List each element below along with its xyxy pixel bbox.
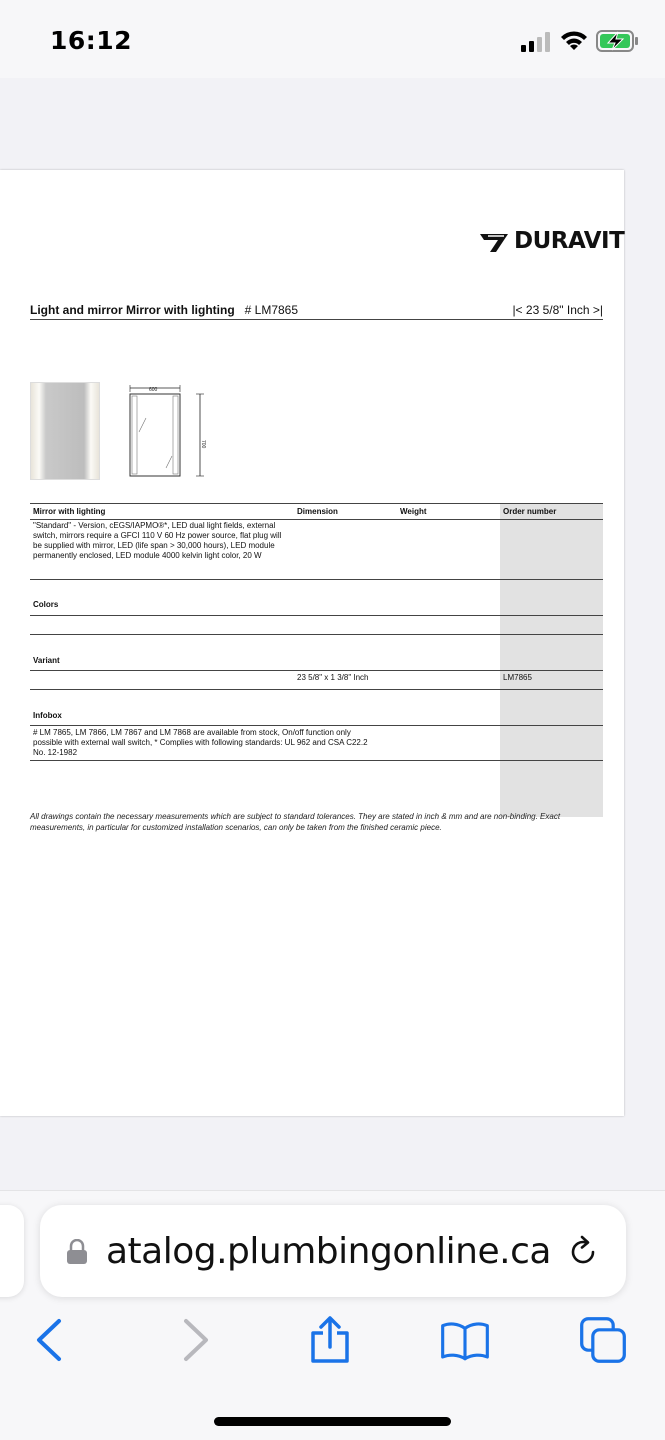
size-navigation[interactable]: |< 23 5/8" Inch >| <box>512 303 603 317</box>
header-order-number: Order number <box>500 504 603 520</box>
address-bar[interactable] <box>40 1205 626 1297</box>
variant-order-number[interactable]: LM7865 <box>500 671 603 690</box>
drawing-height-label: 700 <box>200 440 206 449</box>
battery-charging-icon <box>596 30 640 52</box>
product-title <box>30 303 298 317</box>
pdf-page[interactable] <box>0 170 624 1116</box>
share-icon[interactable] <box>305 1315 355 1365</box>
colors-label: Colors <box>30 580 294 616</box>
bookmarks-icon[interactable] <box>440 1315 490 1365</box>
reload-icon[interactable] <box>564 1233 602 1271</box>
table-row <box>30 726 603 761</box>
previous-tab-card[interactable] <box>0 1205 24 1297</box>
wifi-icon <box>560 28 588 52</box>
url-text[interactable]: atalog.plumbingonline.ca <box>106 1231 551 1272</box>
header-weight: Weight <box>397 504 500 520</box>
product-item-number: # LM7865 <box>244 303 299 317</box>
product-title-text: Light and mirror Mirror with lighting <box>30 303 235 317</box>
table-row <box>30 520 603 580</box>
header-mirror-with-lighting: Mirror with lighting <box>30 504 294 520</box>
spec-table <box>30 503 603 817</box>
product-photo <box>30 382 100 480</box>
infobox-label: Infobox <box>30 690 294 726</box>
variant-dimension: 23 5/8" x 1 3/8" Inch <box>294 671 397 690</box>
status-bar <box>0 0 665 78</box>
brand-name: DURAVIT <box>514 228 625 254</box>
technical-drawing <box>122 382 212 482</box>
table-header-row <box>30 504 603 520</box>
table-row <box>30 580 603 616</box>
forward-icon[interactable] <box>170 1315 220 1365</box>
drawing-width-label: 600 <box>149 387 158 393</box>
tabs-icon[interactable] <box>578 1315 628 1365</box>
cellular-signal-icon <box>521 32 553 52</box>
lock-icon <box>66 1239 88 1265</box>
footnote: All drawings contain the necessary measurements which are subject to standard tolerances. They are stated in inch & mm and are non-binding. Exact measurements, in particular for customized installation scenarios, can only be taken from the finished ceramic piece. <box>30 812 561 832</box>
back-icon[interactable] <box>25 1315 75 1365</box>
table-row <box>30 635 603 671</box>
table-row <box>30 671 603 690</box>
title-divider <box>30 319 603 320</box>
infobox-text: # LM 7865, LM 7866, LM 7867 and LM 7868 are available from stock, On/off function only possible with external wall switch, * Complies with following standards: UL 962 and CSA C22.2 No. 12-1982 <box>30 726 500 761</box>
status-time: 16:12 <box>50 26 133 55</box>
table-row <box>30 616 603 635</box>
home-indicator <box>214 1417 451 1426</box>
browser-bottom-bar <box>0 1190 665 1440</box>
variant-label: Variant <box>30 635 294 671</box>
table-row <box>30 690 603 726</box>
header-dimension: Dimension <box>294 504 397 520</box>
product-description: "Standard" - Version, cEGS/IAPMO®*, LED dual light fields, external switch, mirrors require a GFCI 110 V 60 Hz power source, flat plug will be supplied with mirror, LED (life span > 30,000 hours), LED module permanently enclosed, LED module 4000 kelvin light color, 20 W <box>30 520 294 580</box>
table-row <box>30 761 603 817</box>
